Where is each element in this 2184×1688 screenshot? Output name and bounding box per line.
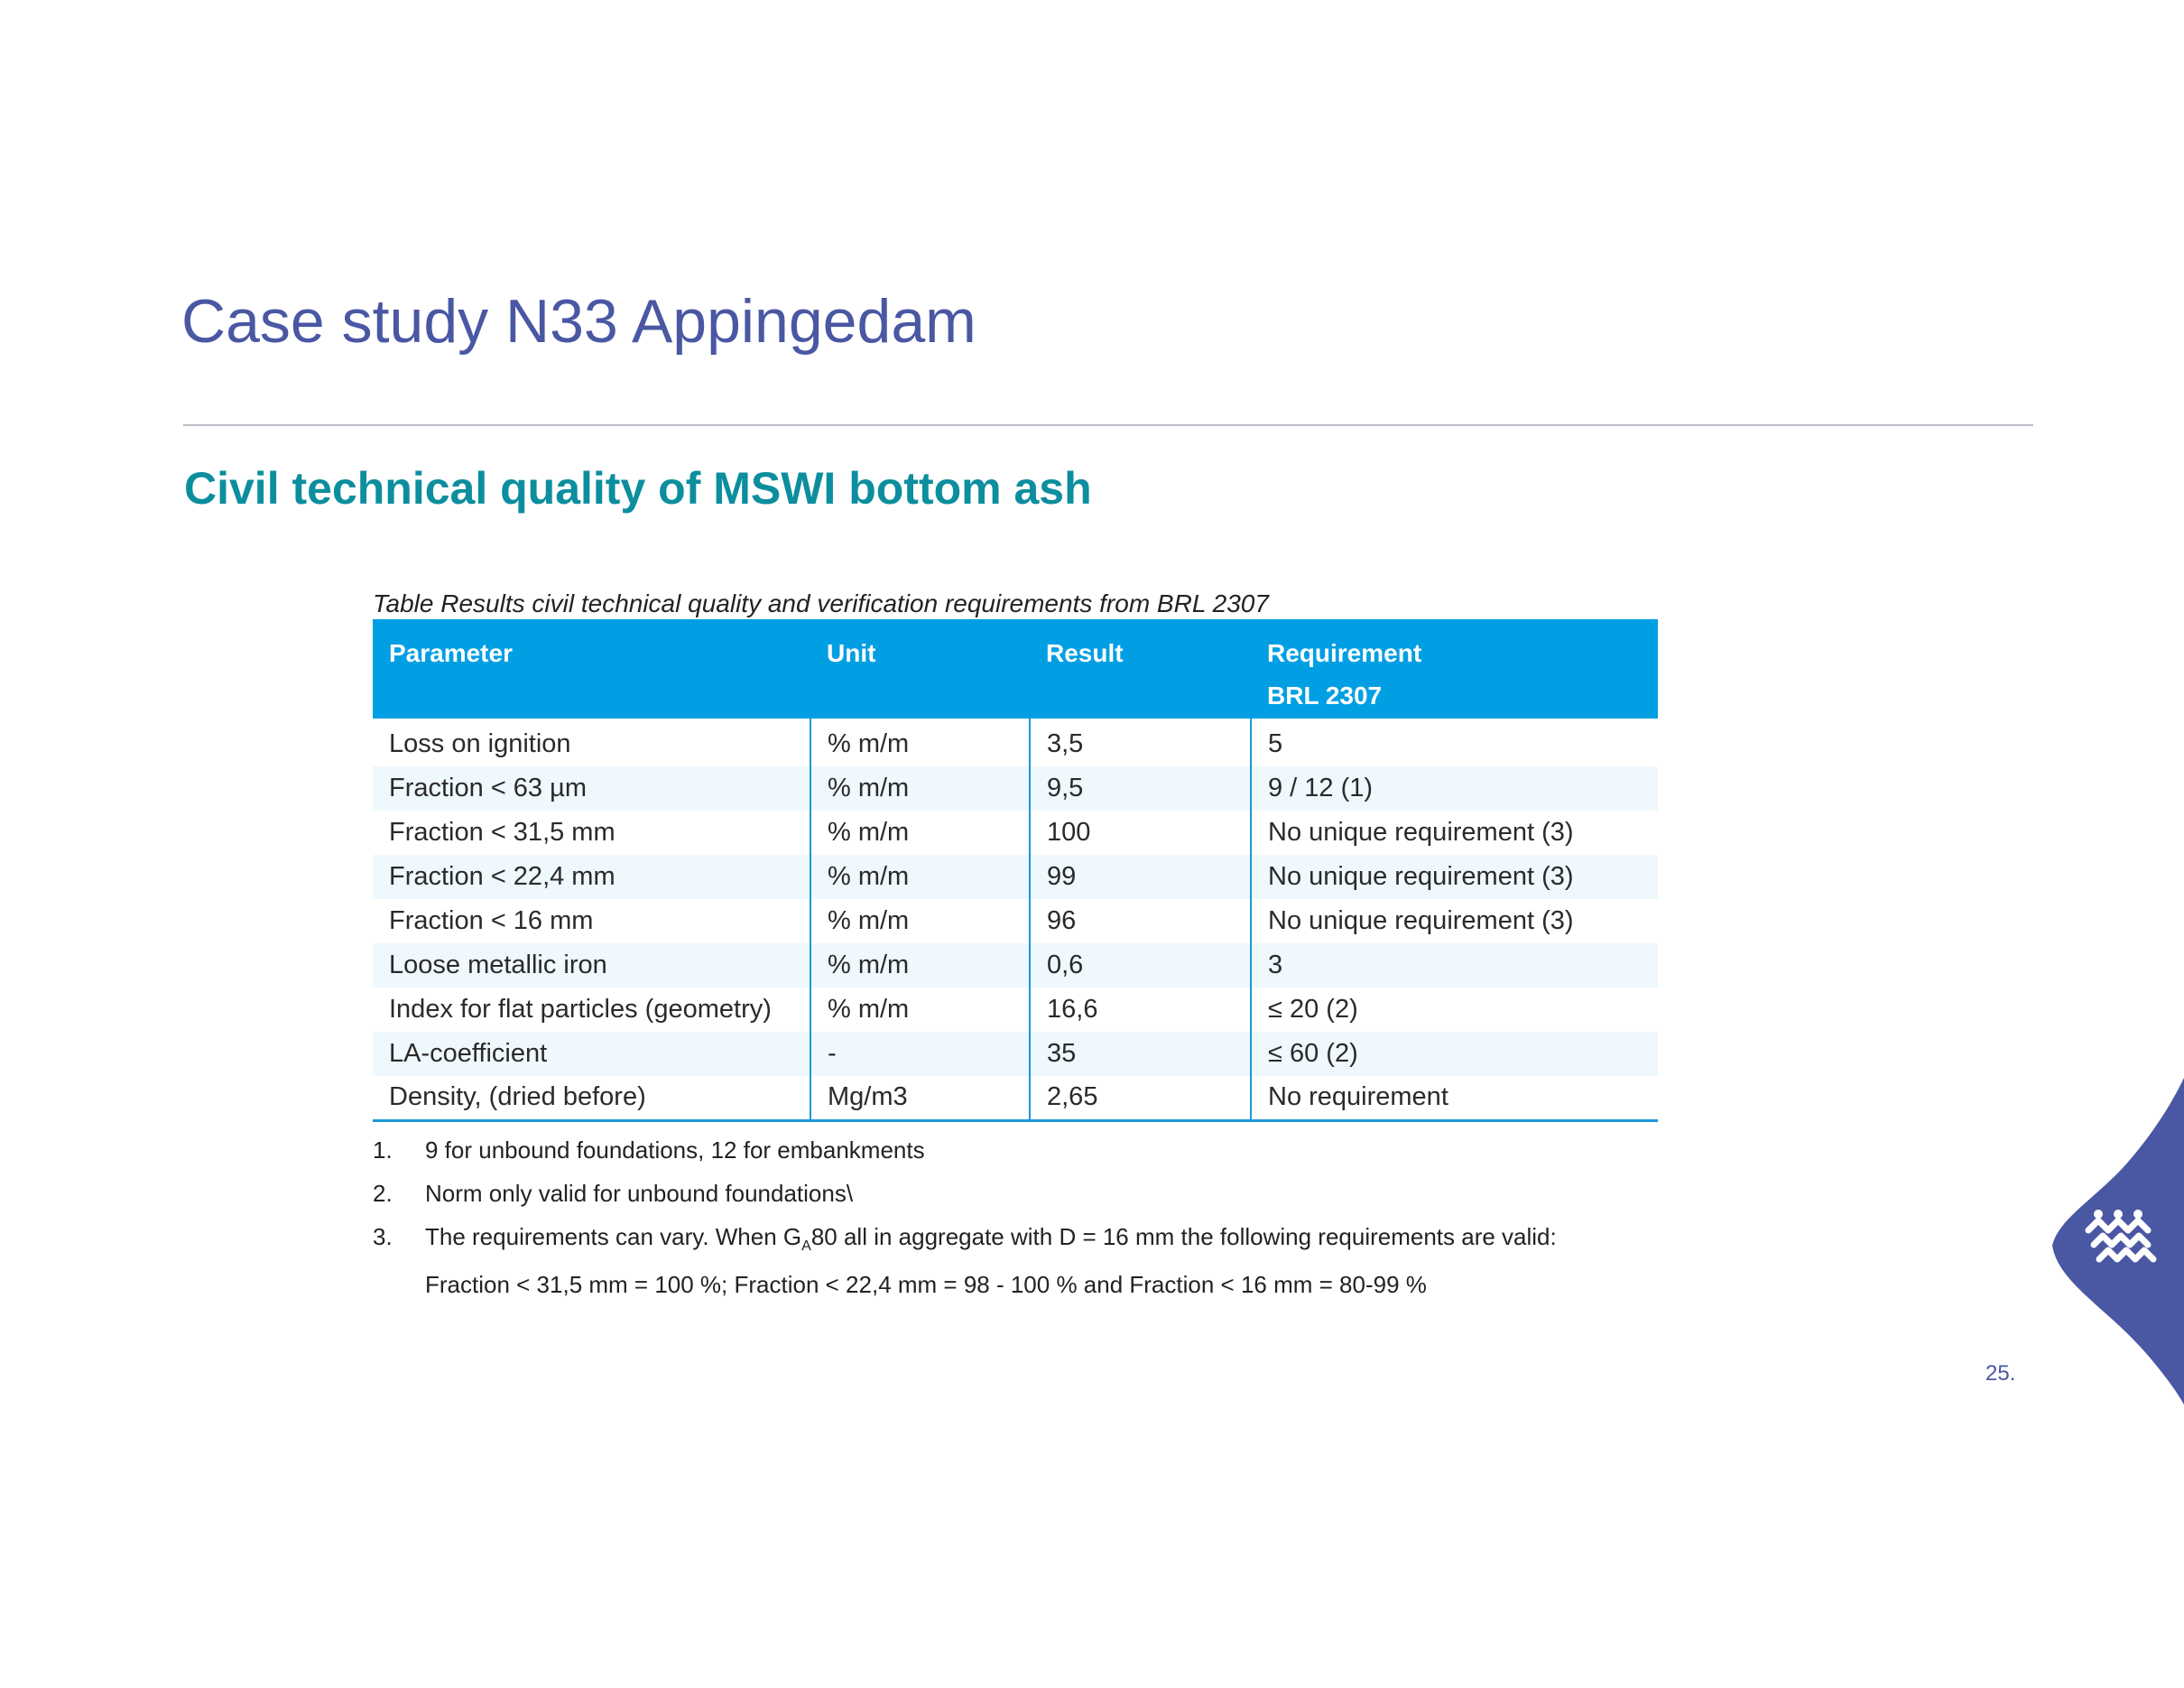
table-row — [373, 1076, 1658, 1120]
cell-requirement: No requirement — [1251, 1076, 1658, 1120]
header-unit: Unit — [827, 639, 876, 667]
footnote-number: 3. — [373, 1223, 393, 1250]
table-row — [373, 719, 1658, 766]
cell-unit: % m/m — [810, 899, 1030, 943]
cell-requirement: 3 — [1251, 943, 1658, 988]
cell-unit: % m/m — [810, 766, 1030, 811]
footnote — [373, 1128, 1557, 1172]
crown-waves-icon — [2040, 1065, 2184, 1426]
cell-result: 16,6 — [1030, 988, 1251, 1032]
slide-subtitle: Civil technical quality of MSWI bottom ash — [184, 463, 1092, 514]
results-table — [373, 619, 1658, 1122]
cell-parameter: LA-coefficient — [373, 1032, 810, 1076]
cell-parameter: Fraction < 22,4 mm — [373, 855, 810, 899]
table-row — [373, 1032, 1658, 1076]
cell-unit: % m/m — [810, 988, 1030, 1032]
cell-result: 99 — [1030, 855, 1251, 899]
footnote-text: Norm only valid for unbound foundations\ — [425, 1180, 854, 1207]
cell-unit: % m/m — [810, 811, 1030, 855]
cell-requirement: 5 — [1251, 719, 1658, 766]
cell-parameter: Fraction < 16 mm — [389, 906, 594, 935]
footnote — [373, 1215, 1557, 1306]
cell-requirement: ≤ 60 (2) — [1251, 1032, 1658, 1076]
title-divider — [183, 424, 2033, 426]
header-parameter: Parameter — [389, 639, 513, 667]
cell-parameter: Index for flat particles (geometry) — [389, 995, 772, 1024]
cell-parameter: Fraction < 63 µm — [373, 766, 810, 811]
cell-result: 0,6 — [1030, 943, 1251, 988]
footnote-text: The requirements can vary. When $G_A80$ all in aggregate with D = 16 mm the following requirements are valid: — [425, 1223, 1557, 1254]
page-number: 25. — [1985, 1361, 2016, 1386]
cell-result: 2,65 — [1030, 1076, 1251, 1120]
table-header-row — [373, 619, 1658, 719]
table-row — [373, 811, 1658, 855]
subscript-a: A — [801, 1238, 811, 1254]
table-row — [373, 855, 1658, 899]
cell-result: 96 — [1030, 899, 1251, 943]
cell-requirement: ≤ 20 (2) — [1251, 988, 1658, 1032]
table-row — [373, 899, 1658, 943]
table-row — [373, 988, 1658, 1032]
cell-parameter: Density, (dried before) — [373, 1076, 810, 1120]
table-caption: Table Results civil technical quality and verification requirements from BRL 2307 — [373, 589, 1269, 617]
footnote — [373, 1172, 1557, 1215]
cell-result: 35 — [1030, 1032, 1251, 1076]
cell-requirement: No unique requirement (3) — [1251, 899, 1658, 943]
cell-result: 9,5 — [1030, 766, 1251, 811]
footnote-continuation: Fraction < 31,5 mm = 100 %; Fraction < 22,4 mm = 98 - 100 % and Fraction < 16 mm = 80-99 % — [425, 1271, 1427, 1298]
slide-title: Case study N33 Appingedam — [181, 287, 976, 356]
cell-requirement: 9 / 12 (1) — [1251, 766, 1658, 811]
cell-requirement: No unique requirement (3) — [1251, 811, 1658, 855]
cell-parameter: Loss on ignition — [389, 729, 571, 758]
table-row — [373, 766, 1658, 811]
cell-parameter: Fraction < 31,5 mm — [389, 818, 615, 847]
cell-unit: % m/m — [810, 719, 1030, 766]
cell-result: 100 — [1030, 811, 1251, 855]
cell-unit: - — [810, 1032, 1030, 1076]
footnote-number: 2. — [373, 1180, 393, 1207]
cell-unit: % m/m — [810, 943, 1030, 988]
footnotes-list — [373, 1128, 1557, 1306]
cell-requirement: No unique requirement (3) — [1251, 855, 1658, 899]
header-result: Result — [1046, 639, 1124, 667]
cell-parameter: Loose metallic iron — [373, 943, 810, 988]
cell-unit: Mg/m3 — [810, 1076, 1030, 1120]
table-row — [373, 943, 1658, 988]
footnote-text: 9 for unbound foundations, 12 for embankments — [425, 1136, 925, 1164]
cell-unit: % m/m — [810, 855, 1030, 899]
header-requirement: Requirement BRL 2307 — [1267, 639, 1422, 710]
cell-result: 3,5 — [1030, 719, 1251, 766]
footnote-number: 1. — [373, 1136, 393, 1164]
